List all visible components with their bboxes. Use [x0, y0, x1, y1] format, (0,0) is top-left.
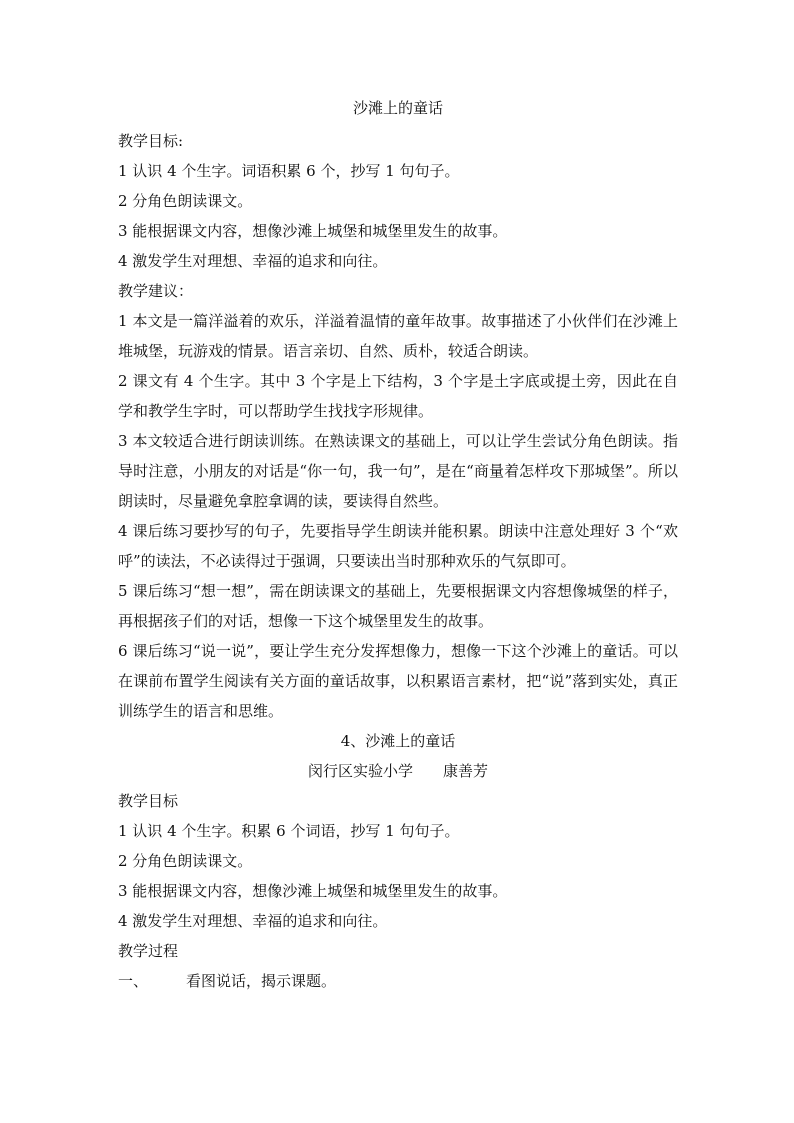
goal2-item: 1 认识 4 个生字。积累 6 个词语，抄写 1 句句子。 — [118, 822, 460, 840]
goal-item: 3 能根据课文内容，想像沙滩上城堡和城堡里发生的故事。 — [118, 222, 508, 240]
byline — [118, 756, 678, 786]
suggestion-item: 5 课后练习“想一想”，需在朗读课文的基础上，先要根据课文内容想像城堡的样子，再根据孩子们的对话，想像一下这个城堡里发生的故事。 — [118, 582, 678, 630]
document-title: 沙滩上的童话 — [352, 99, 443, 117]
goals2-heading: 教学目标 — [118, 792, 179, 810]
goal2-item: 4 激发学生对理想、幸福的追求和向往。 — [118, 912, 388, 930]
goals-heading: 教学目标: — [118, 132, 184, 150]
step-number: 一、 — [118, 972, 149, 990]
author-name: 康善芳 — [443, 762, 489, 780]
process-heading: 教学过程 — [118, 942, 179, 960]
lesson-title: 4、沙滩上的童话 — [340, 732, 456, 750]
goal-item: 1 认识 4 个生字。词语积累 6 个，抄写 1 句句子。 — [118, 162, 460, 180]
process-step — [118, 966, 678, 996]
document-page — [118, 96, 678, 996]
step-text: 看图说话，揭示课题。 — [186, 972, 337, 990]
goal2-item: 2 分角色朗读课文。 — [118, 852, 253, 870]
goal2-item: 3 能根据课文内容，想像沙滩上城堡和城堡里发生的故事。 — [118, 882, 508, 900]
goal-item: 4 激发学生对理想、幸福的追求和向往。 — [118, 252, 388, 270]
suggestion-item: 6 课后练习“说一说”，要让学生充分发挥想像力，想像一下这个沙滩上的童话。可以在课前布置学生阅读有关方面的童话故事，以积累语言素材，把“说”落到实处，真正训练学生的语言和思维。 — [118, 642, 678, 720]
suggestion-item: 3 本文较适合进行朗读训练。在熟读课文的基础上，可以让学生尝试分角色朗读。指导时注意，小朋友的对话是“你一句，我一句”，是在“商量着怎样攻下那城堡”。所以朗读时，尽量避免拿腔拿调的读，要读得自然些。 — [118, 432, 678, 510]
goal-item: 2 分角色朗读课文。 — [118, 192, 253, 210]
suggestion-item: 1 本文是一篇洋溢着的欢乐，洋溢着温情的童年故事。故事描述了小伙伴们在沙滩上堆城堡，玩游戏的情景。语言亲切、自然、质朴，较适合朗读。 — [118, 312, 678, 360]
school-name: 闵行区实验小学 — [307, 762, 413, 780]
suggestion-item: 2 课文有 4 个生字。其中 3 个字是上下结构，3 个字是土字底或提土旁，因此在自学和教学生字时，可以帮助学生找找字形规律。 — [118, 372, 678, 420]
suggestions-heading: 教学建议： — [118, 282, 194, 300]
suggestion-item: 4 课后练习要抄写的句子，先要指导学生朗读并能积累。朗读中注意处理好 3 个“欢呼”的读法，不必读得过于强调，只要读出当时那种欢乐的气氛即可。 — [118, 522, 678, 570]
